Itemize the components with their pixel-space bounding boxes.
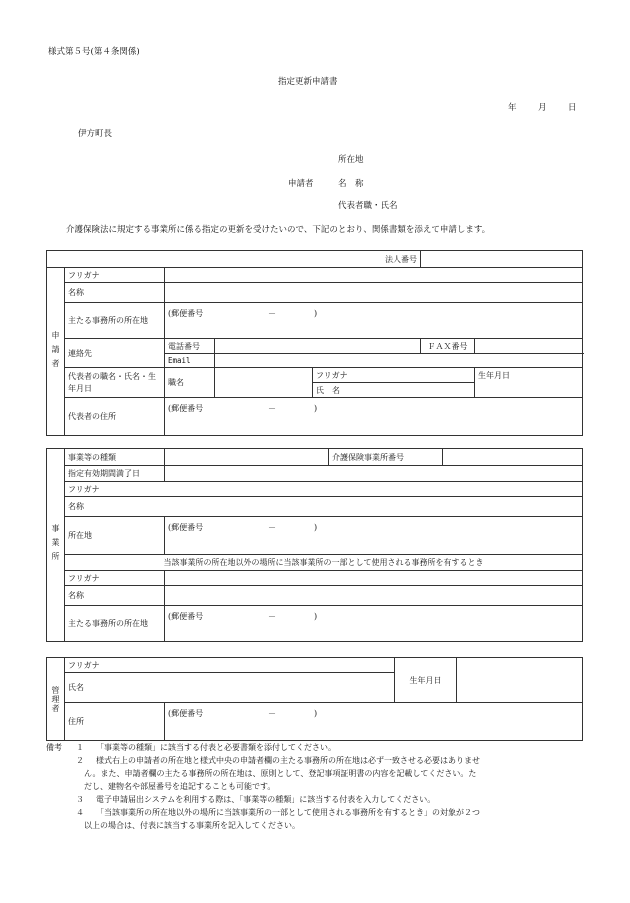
corp-no-boxes[interactable] — [421, 251, 583, 268]
office-address-input[interactable] — [165, 303, 583, 339]
applicant-name-label: 名 称 — [338, 179, 364, 189]
note-1-number: １ — [76, 743, 84, 752]
postal-close: ) — [314, 612, 318, 621]
office-address-label: 所在地 — [65, 517, 165, 555]
postal-label: (郵便番号 — [168, 612, 204, 621]
biz-type-label: 事業等の種類 — [65, 449, 165, 466]
form-number: 様式第５号(第４条関係) — [48, 47, 140, 57]
name-label: 名称 — [65, 283, 165, 303]
other-office-heading: 当該事業所の所在地以外の場所に当該事業所の一部として使用される事務所を有するとき — [65, 555, 583, 571]
office-side-label: 事業所 — [47, 449, 65, 642]
postal-close: ) — [314, 709, 318, 718]
other-furigana-label: フリガナ — [65, 571, 165, 586]
note-4-line-2: 以上の場合は、付表に該当する事業所を記入してください。 — [84, 821, 300, 830]
note-1: 「事業等の種類」に該当する付表と必要書類を添付してください。 — [96, 743, 336, 752]
note-4-number: ４ — [76, 808, 84, 817]
ins-no-boxes[interactable] — [443, 449, 583, 466]
applicant-side-label: 申請者 — [47, 268, 65, 436]
postal-close: ) — [314, 309, 318, 318]
phone-input[interactable] — [215, 339, 421, 354]
postal-label: (郵便番号 — [168, 709, 204, 718]
applicant-table — [46, 250, 583, 436]
ins-no-label: 介護保険事業所番号 — [329, 449, 443, 466]
office-furigana-label: フリガナ — [65, 482, 165, 497]
other-address-input[interactable] — [165, 606, 583, 642]
other-address-label: 主たる事務所の所在地 — [65, 606, 165, 642]
note-2-line-2: ん。また、申請者欄の主たる事務所の所在地は、原則として、登記事項証明書の内容を記載してください。た — [84, 769, 477, 778]
office-address-label: 主たる事務所の所在地 — [65, 303, 165, 339]
postal-label: (郵便番号 — [168, 523, 204, 532]
contact-label: 連絡先 — [65, 339, 165, 368]
postal-dash: － — [268, 523, 276, 532]
expiry-label: 指定有効期間満了日 — [65, 466, 165, 482]
date-month: 月 — [538, 103, 547, 113]
office-furigana-input[interactable] — [165, 482, 583, 497]
rep-address-input[interactable] — [165, 398, 583, 436]
fax-label: ＦＡＸ番号 — [421, 339, 475, 354]
rep-furigana-label[interactable]: フリガナ — [313, 368, 475, 383]
office-table — [46, 448, 583, 642]
rep-address-label: 代表者の住所 — [65, 398, 165, 436]
manager-birth-input[interactable] — [457, 658, 583, 703]
manager-birth-label: 生年月日 — [395, 658, 457, 703]
manager-side-label: 管理者 — [47, 658, 65, 741]
rep-name-label[interactable]: 氏 名 — [313, 383, 475, 398]
manager-address-input[interactable] — [165, 703, 583, 741]
corp-no-label: 法人番号 — [359, 251, 421, 268]
note-3: 電子申請届出システムを利用する際は、「事業等の種類」に該当する付表を入力してください。 — [96, 795, 436, 804]
postal-dash: － — [268, 709, 276, 718]
rep-title-label: 職名 — [165, 368, 215, 398]
postal-dash: － — [268, 612, 276, 621]
postal-close: ) — [314, 404, 318, 413]
note-3-number: ３ — [76, 795, 84, 804]
office-name-input[interactable] — [165, 497, 583, 517]
addressee: 伊方町長 — [78, 129, 113, 139]
date-year: 年 — [508, 103, 517, 113]
office-address-input[interactable] — [165, 517, 583, 555]
expiry-input[interactable] — [165, 466, 583, 482]
note-2-line-3: だし、建物名や部屋番号を追記することも可能です。 — [84, 782, 276, 791]
manager-name-label: 氏名 — [65, 673, 165, 703]
postal-label: (郵便番号 — [168, 309, 204, 318]
rep-birth-label[interactable]: 生年月日 — [475, 368, 583, 398]
name-input[interactable] — [165, 283, 583, 303]
manager-address-label: 住所 — [65, 703, 165, 741]
applicant-rep-label: 代表者職・氏名 — [338, 201, 398, 211]
rep-title-input[interactable] — [215, 368, 313, 398]
other-furigana-input[interactable] — [165, 571, 583, 586]
furigana-input[interactable] — [165, 268, 583, 283]
manager-name-input[interactable] — [165, 673, 395, 703]
postal-close: ) — [314, 523, 318, 532]
postal-dash: － — [268, 404, 276, 413]
furigana-label: フリガナ — [65, 268, 165, 283]
other-name-input[interactable] — [165, 586, 583, 606]
manager-furigana-label: フリガナ — [65, 658, 165, 673]
manager-table — [46, 657, 583, 741]
rep-info-label: 代表者の職名・氏名・生年月日 — [65, 368, 165, 398]
form-title: 指定更新申請書 — [278, 77, 338, 87]
note-2-line-1: 様式右上の申請者の所在地と様式中央の申請者欄の主たる事務所の所在地は必ず一致させる必要はありませ — [96, 756, 480, 765]
notes-heading: 備考 — [46, 743, 62, 752]
postal-dash: － — [268, 309, 276, 318]
email-label: Email — [165, 354, 215, 368]
date-day: 日 — [568, 103, 577, 113]
note-2-number: ２ — [76, 756, 84, 765]
other-name-label: 名称 — [65, 586, 165, 606]
manager-furigana-input[interactable] — [165, 658, 395, 673]
email-input[interactable] — [215, 354, 583, 368]
office-name-label: 名称 — [65, 497, 165, 517]
intro-text: 介護保険法に規定する事業所に係る指定の更新を受けたいので、下記のとおり、関係書類を添えて申請します。 — [66, 225, 491, 235]
applicant-address-label: 所在地 — [338, 155, 364, 165]
postal-label: (郵便番号 — [168, 404, 204, 413]
fax-input[interactable] — [475, 339, 583, 354]
note-4-line-1: 「当該事業所の所在地以外の場所に当該事業所の一部として使用される事務所を有するとき」の対象が２つ — [96, 808, 480, 817]
biz-type-input[interactable] — [165, 449, 329, 466]
phone-label: 電話番号 — [165, 339, 215, 354]
applicant-label: 申請者 — [288, 179, 314, 189]
